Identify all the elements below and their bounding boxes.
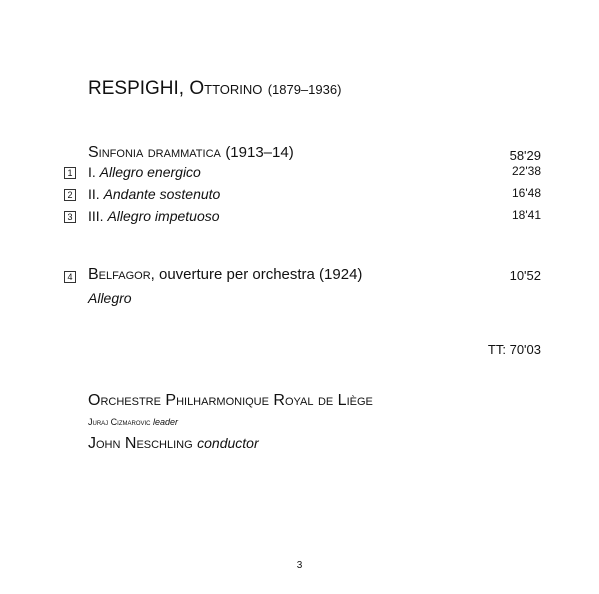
total-time: TT: 70'03 xyxy=(487,342,541,357)
work-duration: 10'52 xyxy=(509,268,541,283)
track-number: 2 xyxy=(64,189,76,201)
leader-role: leader xyxy=(153,417,179,427)
track-row xyxy=(0,164,599,184)
track-number: 4 xyxy=(64,271,76,283)
composer-dates: (1879–1936) xyxy=(267,82,342,97)
work-title-belfagor xyxy=(88,266,362,284)
work-duration: 58'29 xyxy=(509,148,541,163)
movement-duration: 22'38 xyxy=(512,164,541,178)
composer-name: RESPIGHI, Ottorino xyxy=(88,78,263,99)
conductor-credit xyxy=(88,435,259,453)
track-row xyxy=(0,186,599,206)
movement-title: III. Allegro impetuoso xyxy=(88,208,220,224)
leader-name: Juraj Cizmarovic xyxy=(88,417,151,427)
track-row xyxy=(0,208,599,228)
conductor-name: John Neschling xyxy=(88,435,193,452)
track-number: 1 xyxy=(64,167,76,179)
movement-duration: 16'48 xyxy=(512,186,541,200)
leader-credit xyxy=(88,417,178,427)
work-title-text: Sinfonia drammatica xyxy=(88,144,221,161)
work-years: (1913–14) xyxy=(225,144,294,161)
page-number: 3 xyxy=(296,560,303,571)
conductor-role: conductor xyxy=(197,435,259,451)
track-number: 3 xyxy=(64,211,76,223)
work-tempo: Allegro xyxy=(88,290,132,306)
movement-title: II. Andante sostenuto xyxy=(88,186,221,202)
movement-duration: 18'41 xyxy=(512,208,541,222)
work-title-text: Belfagor xyxy=(88,266,151,283)
work-title-sinfonia xyxy=(88,144,294,162)
orchestra-name: Orchestre Philharmonique Royal de Liège xyxy=(88,392,373,409)
movement-title: I. Allegro energico xyxy=(88,164,201,180)
composer-heading xyxy=(88,78,341,100)
work-subtitle: , ouverture per orchestra (1924) xyxy=(150,266,363,283)
